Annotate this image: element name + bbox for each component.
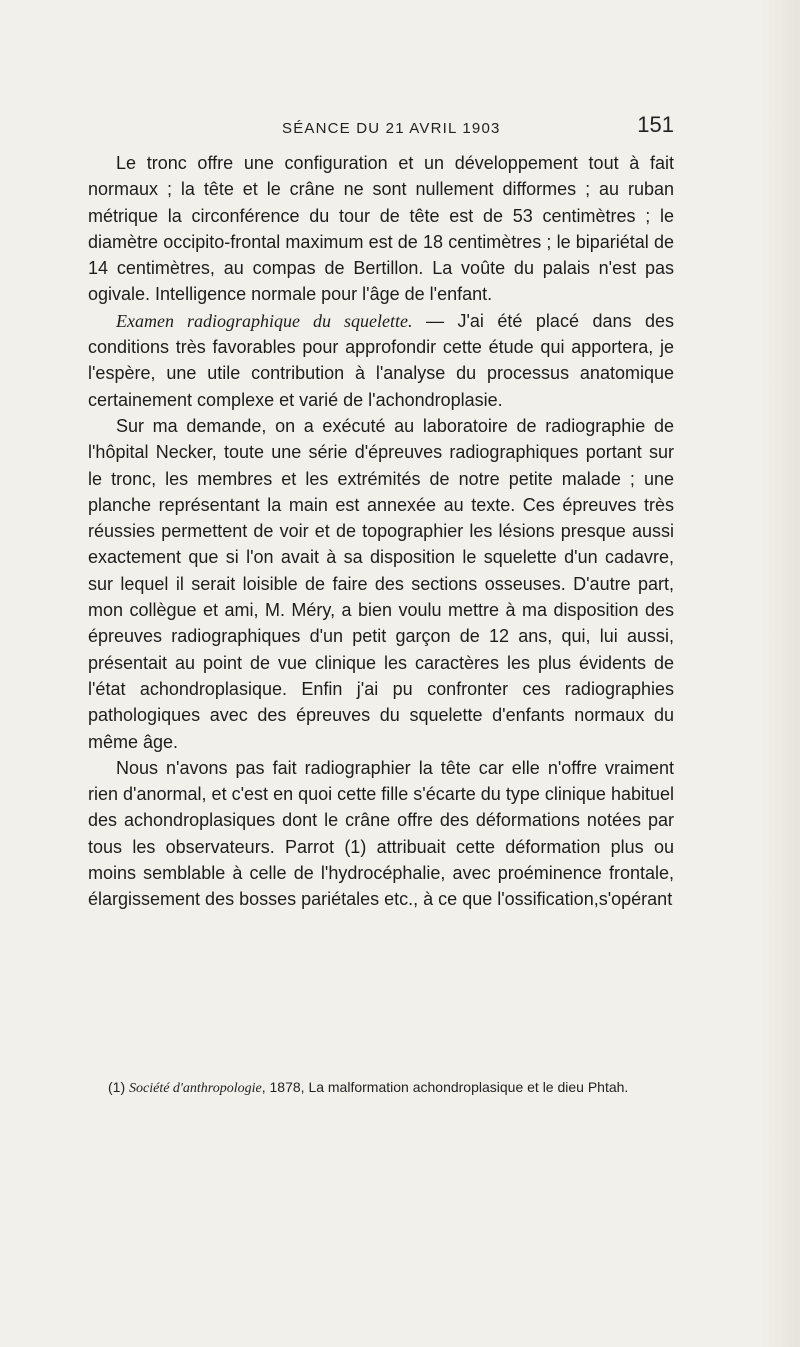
paragraph-head-not-radiographed: Nous n'avons pas fait radiographier la tête car elle n'offre vraiment rien d'anormal, et c'est en quoi cette fille s'écarte du type clinique habituel des achondroplasiques dont le crâne offre des déformations notées par tous les observateurs. Parrot (1) attribuait cette déformation plus ou moins semblable à celle de l'hydrocéphalie, avec proéminence frontale, élargissement des bosses pariétales etc., à ce que l'ossification,s'opérant xyxy=(88,757,674,910)
page-header xyxy=(106,110,674,146)
paragraph-radiographic-exam-text: — J'ai été placé dans des conditions très favorables pour approfondir cette étude qui apportera, je l'espère, une utile contribution à l'analyse du processus anatomique certainement complexe et varié de l'achondroplasie. xyxy=(88,310,675,410)
footnote-source: Société d'anthropologie xyxy=(129,1081,262,1096)
running-head: SÉANCE DU 21 AVRIL 1903 xyxy=(282,120,501,137)
section-heading-radiographic-exam: Examen radiographique du squelette. xyxy=(116,310,413,331)
footnote-text: , 1878, La malformation achondroplasique et le dieu Phtah. xyxy=(261,1079,629,1095)
paragraph-radiographic-exam xyxy=(88,308,674,413)
body-text xyxy=(88,150,674,913)
footnote-marker: (1) xyxy=(108,1079,129,1095)
paragraph-radiograph-series: Sur ma demande, on a exécuté au laboratoire de radiographie de l'hôpital Necker, toute une série d'épreuves radiographiques portant sur le tronc, les membres et les extrémités de notre petite malade ; une planche représentant la main est annexée au texte. Ces épreuves très réussies permettent de voir et de topographier les lésions presque aussi exactement que si l'on avait à sa disposition le squelette d'un cadavre, sur lequel il serait loisible de faire des sections osseuses. D'autre part, mon collègue et ami, M. Méry, a bien voulu mettre à ma disposition des épreuves radiographiques d'un petit garçon de 12 ans, qui, lui aussi, présentait au point de vue clinique les caractères les plus évidents de l'état achondroplasique. Enfin j'ai pu confronter ces radiographies pathologiques avec des épreuves du squelette d'enfants normaux du même âge. xyxy=(88,415,674,752)
page-number: 151 xyxy=(637,112,674,137)
page-edge-shadow xyxy=(760,0,800,1347)
paragraph-trunk-description: Le tronc offre une configuration et un développement tout à fait normaux ; la tête et le crâne ne sont nullement difformes ; au ruban métrique la circonférence du tour de tête est de 53 centimètres ; le diamètre occipito-frontal maximum est de 18 centimètres ; le bipariétal de 14 centimètres, au compas de Bertillon. La voûte du palais n'est pas ogivale. Intelligence normale pour l'âge de l'enfant. xyxy=(88,153,674,305)
footnote xyxy=(108,1078,674,1098)
